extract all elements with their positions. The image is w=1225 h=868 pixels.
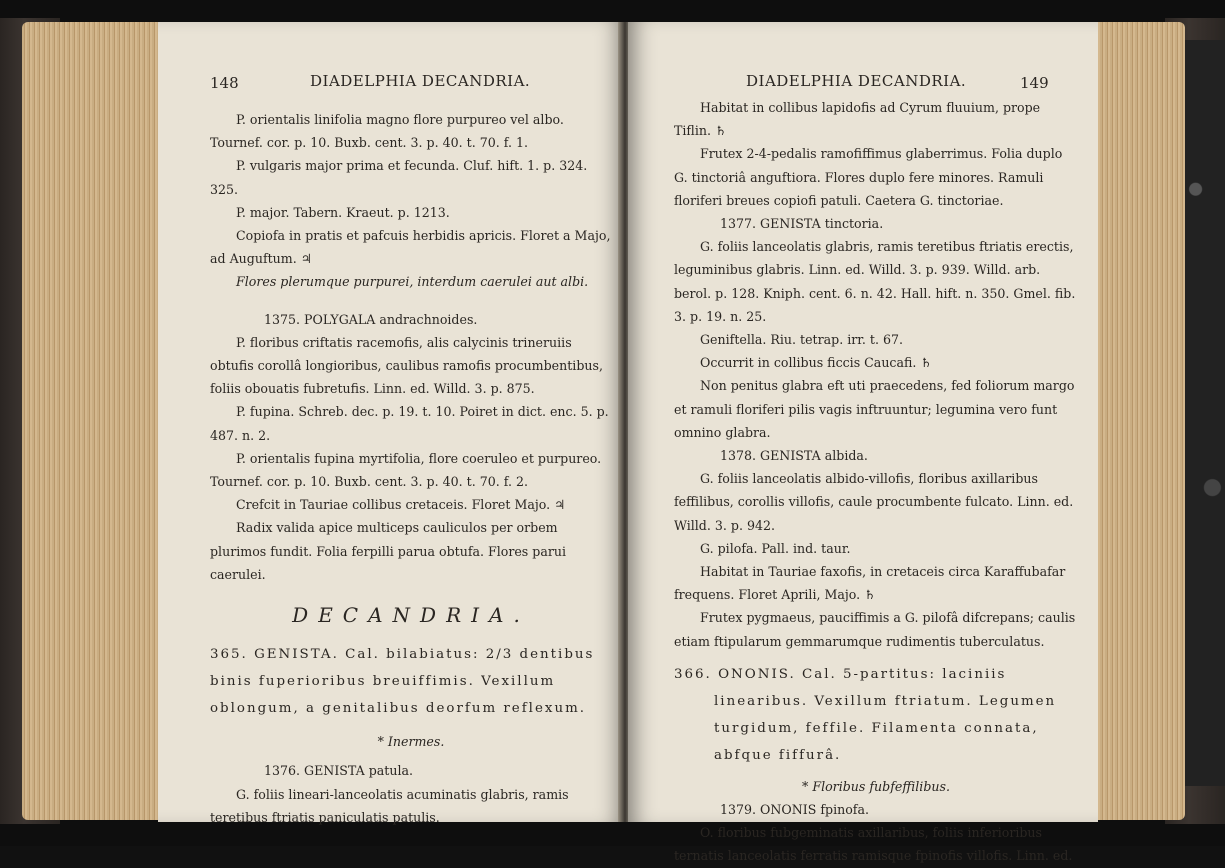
paragraph: Frutex pygmaeus, pauciffimis a G. pilofâ difcrepans; caulis etiam ftipularum gemmarumque rudimentis tuberculatus.: [674, 610, 1076, 649]
paragraph: P. vulgaris major prima et fecunda. Cluf. hift. 1. p. 324. 325.: [210, 158, 588, 197]
genus-description: 366. ONONIS. Cal. 5-partitus: laciniis linearibus. Vexillum ftriatum. Legumen turgidum, feffile. Filamenta connata, abfque fiffurâ.: [674, 666, 1057, 763]
left-text-block: [210, 108, 612, 829]
paragraph: Habitat in collibus lapidofis ad Cyrum fluuium, prope Tiflin. ♄: [674, 100, 1041, 139]
page-number: 149: [1020, 74, 1049, 92]
page-number: 148: [210, 74, 239, 92]
species-heading: 1379. ONONIS fpinofa.: [720, 802, 869, 818]
paragraph: Habitat in Tauriae faxofis, in cretaceis circa Karaffubafar frequens. Floret Aprili, Majo. ♄: [674, 564, 1066, 603]
running-head: DIADELPHIA DECANDRIA.: [746, 72, 967, 90]
marbled-edge: [1183, 40, 1225, 786]
running-head: DIADELPHIA DECANDRIA.: [310, 72, 531, 90]
right-text-block: [674, 96, 1078, 868]
paragraph: G. foliis lanceolatis albido-villofis, floribus axillaribus feffilibus, corollis villofis, caule procumbente fulcato. Linn. ed. Willd. 3. p. 942.: [674, 471, 1074, 533]
left-page: [158, 22, 624, 825]
class-heading: DECANDRIA.: [292, 603, 530, 628]
paragraph: Flores plerumque purpurei, interdum caerulei aut albi.: [236, 274, 589, 290]
species-heading: 1377. GENISTA tinctoria.: [720, 216, 884, 232]
right-page: [628, 22, 1098, 864]
paragraph: P. orientalis linifolia magno flore purpureo vel albo. Tournef. cor. p. 10. Buxb. cent. 3. p. 40. t. 70. f. 1.: [210, 112, 564, 151]
species-heading: 1378. GENISTA albida.: [720, 448, 868, 464]
paragraph: P. floribus criftatis racemofis, alis calycinis trineruiis obtufis corollâ longioribus, caulibus ramofis procumbentibus, foliis obouatis fubretufis. Linn. ed. Willd. 3. p. 875.: [210, 334, 603, 397]
page-edges-left: [22, 22, 162, 820]
subsection-heading: * Inermes.: [377, 734, 445, 750]
paragraph: Radix valida apice multiceps cauliculos per orbem plurimos fundit. Folia ferpilli parua obtufa. Flores parui caerulei.: [210, 520, 567, 582]
paragraph: Copiofa in pratis et pafcuis herbidis apricis. Floret a Majo, ad Auguftum. ♃: [210, 228, 611, 267]
paragraph: Crefcit in Tauriae collibus cretaceis. Floret Majo. ♃: [236, 497, 566, 513]
paragraph: G. pilofa. Pall. ind. taur.: [700, 540, 851, 556]
paragraph: O. floribus fubgeminatis axillaribus, foliis inferioribus ternatis lanceolatis ferratis ramisque fpinofis villofis. Linn. ed.: [674, 825, 1073, 864]
paragraph: P. fupina. Schreb. dec. p. 19. t. 10. Poiret in dict. enc. 5. p. 487. n. 2.: [210, 404, 609, 443]
paragraph: P. orientalis fupina myrtifolia, flore coeruleo et purpureo. Tournef. cor. p. 10. Buxb. cent. 3. p. 40. t. 70. f. 2.: [210, 450, 602, 490]
subsection-heading: * Floribus fubfeffilibus.: [802, 778, 950, 794]
paragraph: G. foliis lineari-lanceolatis acuminatis glabris, ramis teretibus ftriatis paniculatis patulis.: [210, 786, 569, 825]
genus-description: 365. GENISTA. Cal. bilabiatus: 2/3 dentibus binis fuperioribus breuiffimis. Vexillum oblongum, a genitalibus deorfum reflexum.: [210, 647, 595, 717]
paragraph: Geniftella. Riu. tetrap. irr. t. 67.: [700, 332, 903, 348]
paragraph: P. major. Tabern. Kraeut. p. 1213.: [236, 204, 450, 220]
paragraph: Non penitus glabra eft uti praecedens, fed foliorum margo et ramuli floriferi pilis vagis inftruuntur; legumina vero funt omnino glabra.: [674, 378, 1075, 440]
species-heading: 1375. POLYGALA andrachnoides.: [264, 311, 478, 327]
paragraph: G. foliis lanceolatis glabris, ramis teretibus ftriatis erectis, leguminibus glabris. Linn. ed. Willd. 3. p. 939. Willd. arb. berol. p. 128. Kniph. cent. 6. n. 42. Hall. hift. n. 350. Gmel. fib. 3. p. 19. n. 25.: [674, 239, 1076, 324]
paragraph: Occurrit in collibus ficcis Caucafi. ♄: [700, 355, 932, 371]
species-heading: 1376. GENISTA patula.: [264, 763, 414, 779]
paragraph: Frutex 2-4-pedalis ramofiffimus glaberrimus. Folia duplo G. tinctoriâ anguftiora. Flores duplo fere minores. Ramuli floriferi breues copiofi patuli. Caetera G. tinctoriae.: [674, 146, 1063, 208]
